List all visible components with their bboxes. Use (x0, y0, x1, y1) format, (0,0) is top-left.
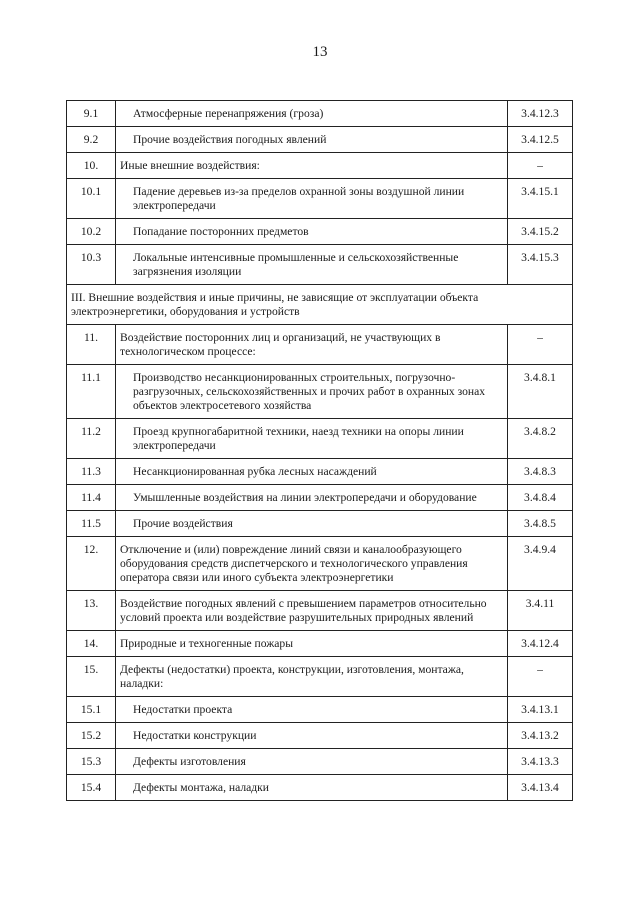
table-row (67, 485, 573, 511)
table-row (67, 325, 573, 365)
row-description: Воздействие посторонних лиц и организаций, не участвующих в технологическом процессе: (116, 325, 508, 365)
row-number: 15. (67, 657, 116, 697)
classification-table (66, 100, 573, 801)
row-reference: 3.4.8.3 (508, 459, 573, 485)
table-row (67, 127, 573, 153)
row-description: Попадание посторонних предметов (116, 219, 508, 245)
row-number: 12. (67, 537, 116, 591)
row-description: Иные внешние воздействия: (116, 153, 508, 179)
row-reference: 3.4.9.4 (508, 537, 573, 591)
row-description: Дефекты изготовления (116, 749, 508, 775)
row-reference: 3.4.12.3 (508, 101, 573, 127)
row-description: Природные и техногенные пожары (116, 631, 508, 657)
table-row (67, 219, 573, 245)
table-row (67, 245, 573, 285)
section-header-row (67, 285, 573, 325)
row-number: 15.4 (67, 775, 116, 801)
row-reference: 3.4.11 (508, 591, 573, 631)
row-reference: 3.4.8.2 (508, 419, 573, 459)
table-body (67, 101, 573, 801)
section-title: III. Внешние воздействия и иные причины, не зависящие от эксплуатации объекта электроэнергетики, оборудования и устройств (67, 285, 573, 325)
table-row (67, 775, 573, 801)
table-row (67, 537, 573, 591)
row-reference: 3.4.12.5 (508, 127, 573, 153)
row-number: 9.2 (67, 127, 116, 153)
table-row (67, 697, 573, 723)
row-number: 11.4 (67, 485, 116, 511)
row-description: Отключение и (или) повреждение линий связи и каналообразующего оборудования средств диспетчерского и технологического управления оператора связи или иного субъекта электроэнергетики (116, 537, 508, 591)
table-row (67, 419, 573, 459)
row-description: Производство несанкционированных строительных, погрузочно-разгрузочных, сельскохозяйственных и прочих работ в охранных зонах объектов электросетевого хозяйства (116, 365, 508, 419)
row-number: 15.2 (67, 723, 116, 749)
row-number: 13. (67, 591, 116, 631)
row-description: Воздействие погодных явлений с превышением параметров относительно условий проекта или воздействие разрушительных природных явлений (116, 591, 508, 631)
page-number: 13 (312, 44, 328, 60)
row-description: Недостатки проекта (116, 697, 508, 723)
row-description: Дефекты монтажа, наладки (116, 775, 508, 801)
row-reference: 3.4.13.3 (508, 749, 573, 775)
table-row (67, 749, 573, 775)
row-number: 10.3 (67, 245, 116, 285)
table-row (67, 723, 573, 749)
row-number: 10. (67, 153, 116, 179)
row-description: Дефекты (недостатки) проекта, конструкции, изготовления, монтажа, наладки: (116, 657, 508, 697)
row-number: 11.2 (67, 419, 116, 459)
row-number: 15.3 (67, 749, 116, 775)
table-row (67, 591, 573, 631)
row-description: Несанкционированная рубка лесных насаждений (116, 459, 508, 485)
row-description: Локальные интенсивные промышленные и сельскохозяйственные загрязнения изоляции (116, 245, 508, 285)
row-reference: 3.4.13.4 (508, 775, 573, 801)
table-row (67, 153, 573, 179)
row-number: 11.3 (67, 459, 116, 485)
row-description: Проезд крупногабаритной техники, наезд техники на опоры линии электропередачи (116, 419, 508, 459)
row-reference: 3.4.15.3 (508, 245, 573, 285)
row-number: 15.1 (67, 697, 116, 723)
row-reference: 3.4.13.2 (508, 723, 573, 749)
row-number: 11.1 (67, 365, 116, 419)
row-reference: 3.4.15.2 (508, 219, 573, 245)
table-row (67, 511, 573, 537)
row-number: 14. (67, 631, 116, 657)
row-description: Недостатки конструкции (116, 723, 508, 749)
table-row (67, 631, 573, 657)
row-reference: 3.4.15.1 (508, 179, 573, 219)
row-description: Падение деревьев из-за пределов охранной зоны воздушной линии электропередачи (116, 179, 508, 219)
table-row (67, 101, 573, 127)
row-reference: 3.4.8.5 (508, 511, 573, 537)
row-description: Умышленные воздействия на линии электропередачи и оборудование (116, 485, 508, 511)
row-number: 11.5 (67, 511, 116, 537)
row-description: Прочие воздействия погодных явлений (116, 127, 508, 153)
table-row (67, 657, 573, 697)
row-reference: 3.4.13.1 (508, 697, 573, 723)
row-reference: – (508, 153, 573, 179)
table-row (67, 459, 573, 485)
row-description: Прочие воздействия (116, 511, 508, 537)
row-description: Атмосферные перенапряжения (гроза) (116, 101, 508, 127)
row-number: 10.2 (67, 219, 116, 245)
row-reference: – (508, 657, 573, 697)
row-number: 11. (67, 325, 116, 365)
row-reference: 3.4.12.4 (508, 631, 573, 657)
table-row (67, 365, 573, 419)
row-number: 10.1 (67, 179, 116, 219)
table-row (67, 179, 573, 219)
row-reference: – (508, 325, 573, 365)
row-number: 9.1 (67, 101, 116, 127)
row-reference: 3.4.8.4 (508, 485, 573, 511)
row-reference: 3.4.8.1 (508, 365, 573, 419)
